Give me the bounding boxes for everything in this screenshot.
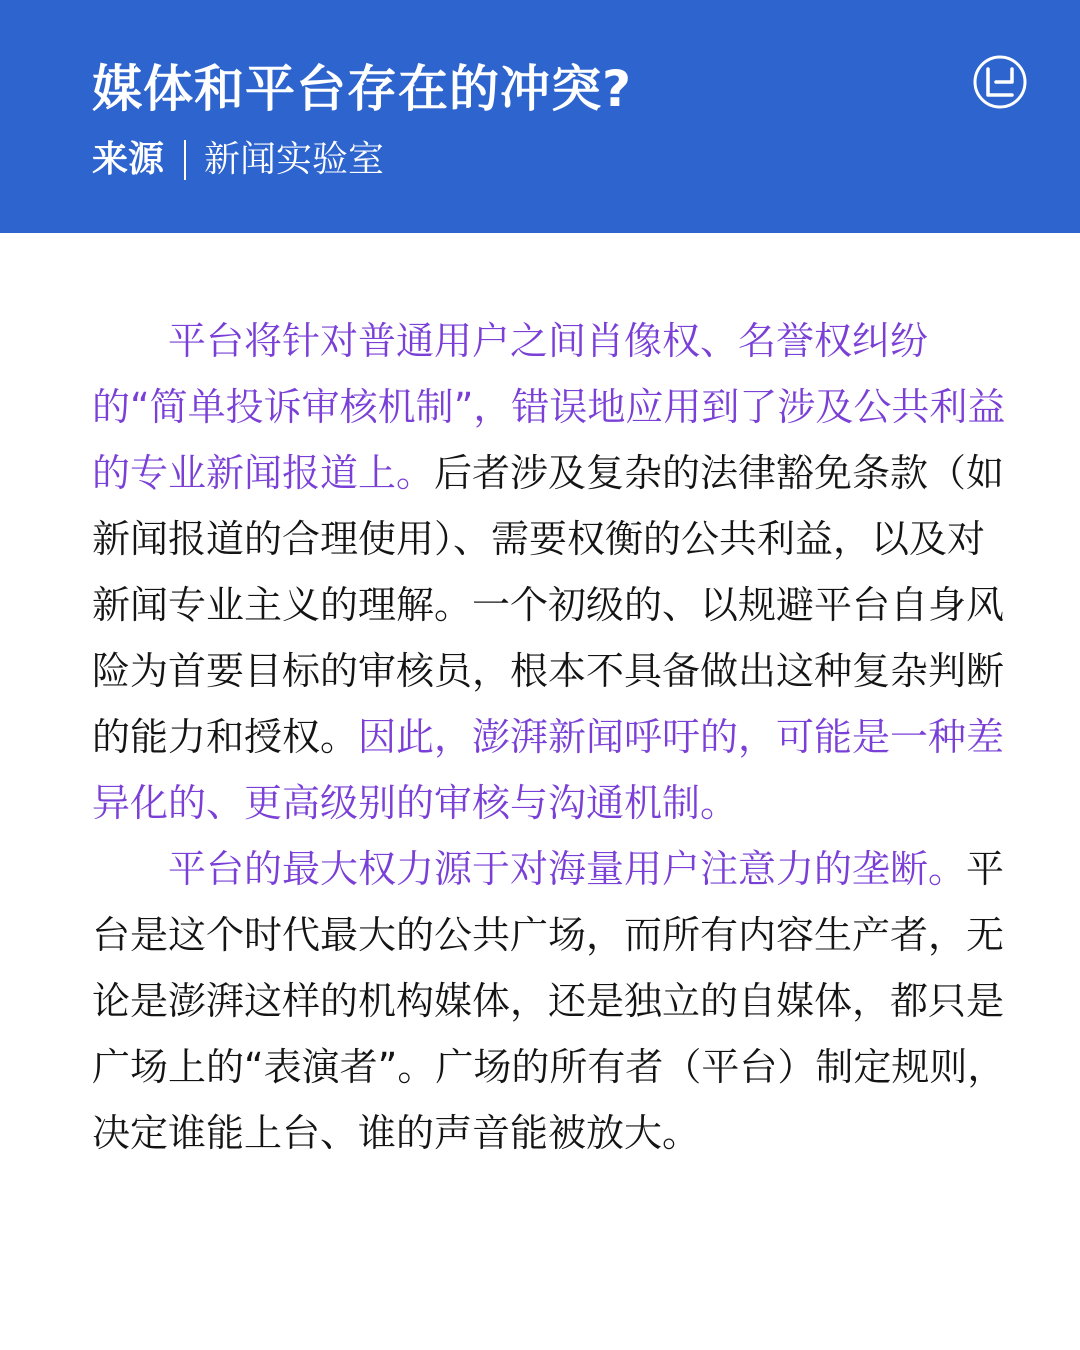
header-banner: [0, 0, 1080, 233]
source-divider: [184, 140, 186, 180]
source-line: [92, 136, 384, 184]
body-text: 后者涉及复杂的法律豁免条款（如新闻报道的合理使用）、需要权衡的公共利益，以及对新闻专业主义的理解。一个初级的、以规避平台自身风险为首要目标的审核员，根本不具备做出这种复杂判断的能力和授权。: [92, 451, 1005, 759]
highlight-text: 因此，澎湃新闻呼吁的，可能是一种差异化的、更高级别的审核与沟通机制。: [92, 715, 1005, 825]
article-body: [92, 308, 1012, 1166]
source-name: 新闻实验室: [204, 139, 385, 180]
newslab-logo-icon: [972, 54, 1028, 110]
source-label: 来源: [92, 139, 165, 180]
body-text: 平台是这个时代最大的公共广场，而所有内容生产者，无论是澎湃这样的机构媒体，还是独立的自媒体，都只是广场上的“表演者”。广场的所有者（平台）制定规则，决定谁能上台、谁的声音能被放大。: [92, 847, 1006, 1155]
page-title: 媒体和平台存在的冲突?: [92, 60, 633, 118]
highlight-text: 平台将针对普通用户之间肖像权、名誉权纠纷的“简单投诉审核机制”，错误地应用到了涉及公共利益的专业新闻报道上。: [92, 319, 1006, 495]
paragraph-1: [92, 308, 1012, 836]
highlight-text: 平台的最大权力源于对海量用户注意力的垄断。: [168, 847, 967, 891]
paragraph-2: [92, 836, 1012, 1166]
